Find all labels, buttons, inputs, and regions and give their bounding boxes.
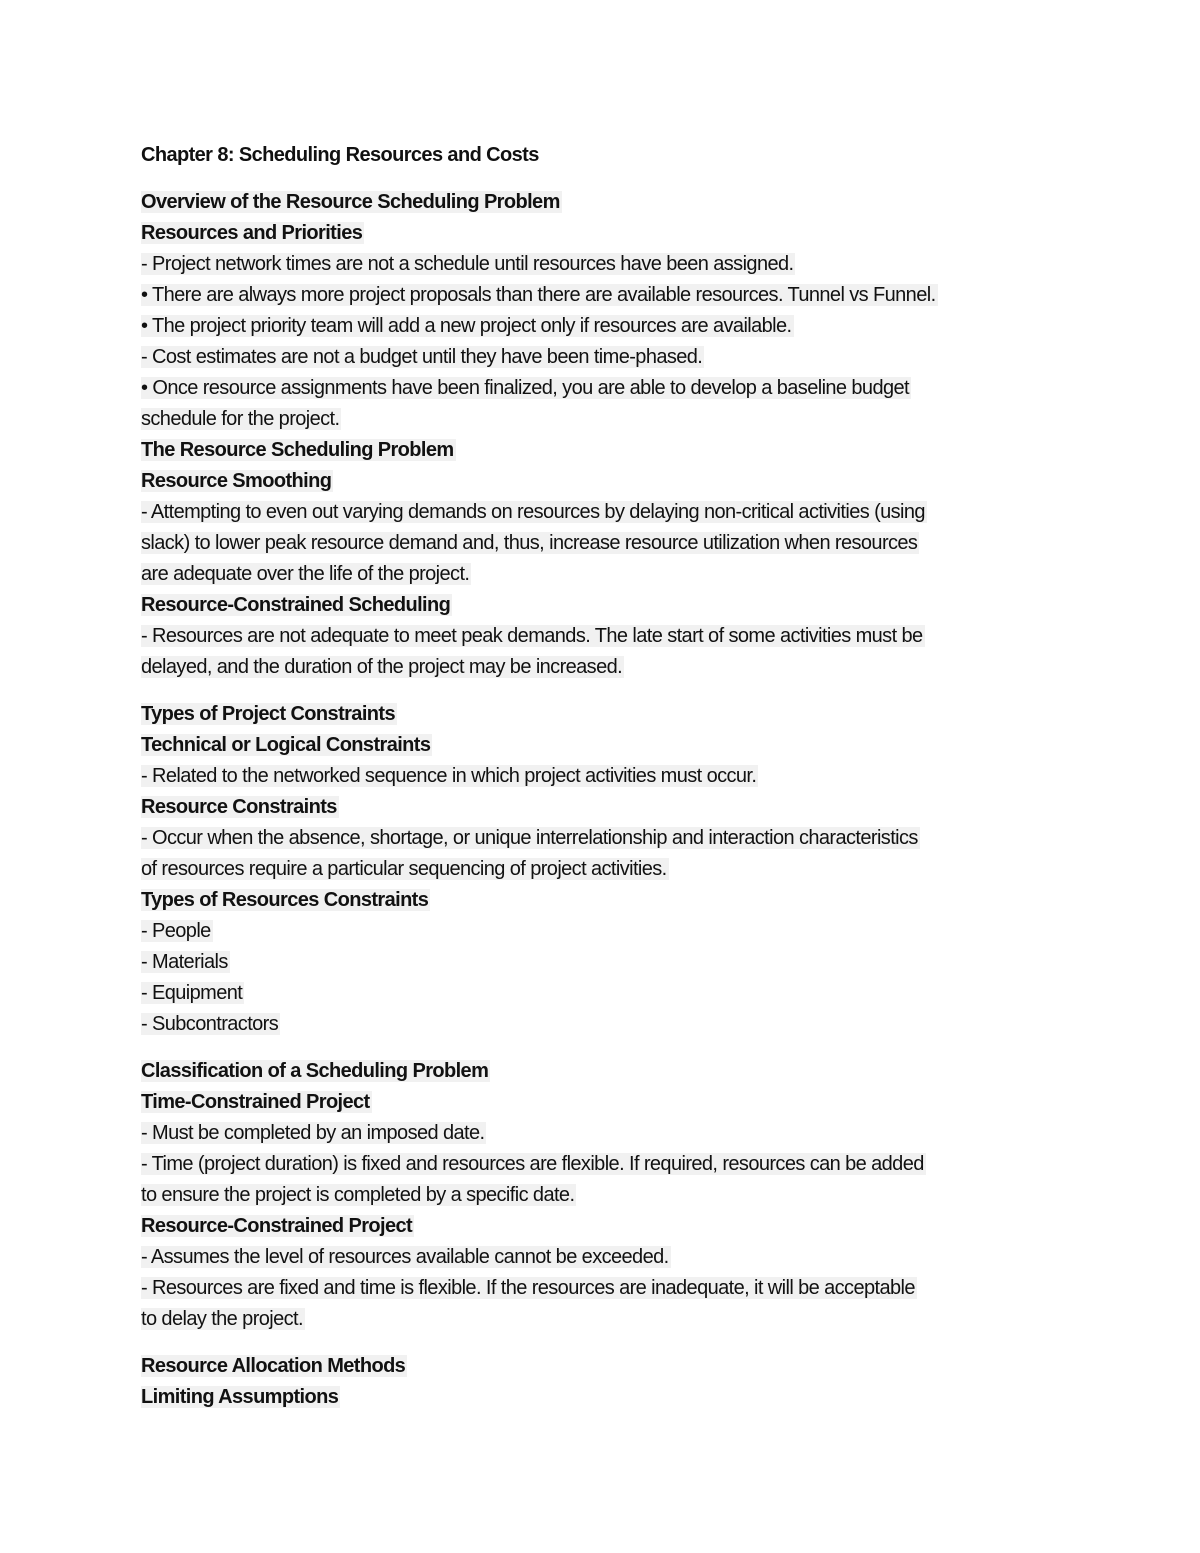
section-heading: [141, 218, 1101, 249]
line-text: • The project priority team will add a new project only if resources are available.: [141, 315, 792, 337]
body-text-line: [141, 1242, 1101, 1273]
body-text-line: [141, 1180, 1101, 1211]
body-text-line: [141, 249, 1101, 280]
section-heading: [141, 187, 1101, 218]
line-text: - Materials: [141, 951, 228, 973]
line-text: are adequate over the life of the project.: [141, 563, 470, 585]
line-text: Resource Constraints: [141, 796, 337, 818]
line-text: - Project network times are not a schedule until resources have been assigned.: [141, 253, 794, 275]
section-heading: [141, 1056, 1101, 1087]
body-text-line: [141, 404, 1101, 435]
body-text-line: [141, 947, 1101, 978]
line-text: The Resource Scheduling Problem: [141, 439, 454, 461]
line-text: Resource-Constrained Project: [141, 1215, 413, 1237]
line-text: Time-Constrained Project: [141, 1091, 370, 1113]
section-heading: [141, 590, 1101, 621]
body-text-line: [141, 761, 1101, 792]
paragraph-gap: [141, 1335, 1101, 1351]
body-text-line: [141, 621, 1101, 652]
section-heading: [141, 792, 1101, 823]
section-heading: [141, 466, 1101, 497]
line-text: slack) to lower peak resource demand and, thus, increase resource utilization when resources: [141, 532, 918, 554]
document-body: [141, 187, 1101, 1413]
section-heading: [141, 1087, 1101, 1118]
line-text: - Occur when the absence, shortage, or unique interrelationship and interaction characteristics: [141, 827, 918, 849]
line-text: of resources require a particular sequencing of project activities.: [141, 858, 667, 880]
body-text-line: [141, 652, 1101, 683]
document-title: Chapter 8: Scheduling Resources and Costs: [141, 144, 539, 166]
line-text: Overview of the Resource Scheduling Problem: [141, 191, 560, 213]
section-heading: [141, 1211, 1101, 1242]
body-text-line: [141, 916, 1101, 947]
line-text: Resource Smoothing: [141, 470, 332, 492]
body-text-line: [141, 373, 1101, 404]
line-text: - Equipment: [141, 982, 243, 1004]
line-text: • There are always more project proposals than there are available resources. Tunnel vs Funnel.: [141, 284, 936, 306]
line-text: - Assumes the level of resources available cannot be exceeded.: [141, 1246, 669, 1268]
section-heading: [141, 699, 1101, 730]
line-text: to delay the project.: [141, 1308, 303, 1330]
body-text-line: [141, 311, 1101, 342]
section-heading: [141, 885, 1101, 916]
body-text-line: [141, 978, 1101, 1009]
line-text: to ensure the project is completed by a specific date.: [141, 1184, 575, 1206]
line-text: - People: [141, 920, 211, 942]
body-text-line: [141, 1118, 1101, 1149]
line-text: delayed, and the duration of the project may be increased.: [141, 656, 623, 678]
line-text: - Attempting to even out varying demands on resources by delaying non-critical activities (using: [141, 501, 925, 523]
body-text-line: [141, 1149, 1101, 1180]
body-text-line: [141, 823, 1101, 854]
body-text-line: [141, 559, 1101, 590]
document-page: [141, 140, 1101, 1413]
line-text: - Must be completed by an imposed date.: [141, 1122, 485, 1144]
body-text-line: [141, 1273, 1101, 1304]
line-text: Types of Resources Constraints: [141, 889, 429, 911]
paragraph-gap: [141, 1040, 1101, 1056]
line-text: - Resources are fixed and time is flexible. If the resources are inadequate, it will be acceptable: [141, 1277, 915, 1299]
section-heading: [141, 1382, 1101, 1413]
line-text: Technical or Logical Constraints: [141, 734, 431, 756]
line-text: Types of Project Constraints: [141, 703, 395, 725]
line-text: • Once resource assignments have been finalized, you are able to develop a baseline budget: [141, 377, 909, 399]
line-text: - Subcontractors: [141, 1013, 279, 1035]
body-text-line: [141, 854, 1101, 885]
body-text-line: [141, 497, 1101, 528]
body-text-line: [141, 280, 1101, 311]
line-text: - Resources are not adequate to meet peak demands. The late start of some activities must be: [141, 625, 923, 647]
body-text-line: [141, 1009, 1101, 1040]
line-text: schedule for the project.: [141, 408, 340, 430]
line-text: Resource-Constrained Scheduling: [141, 594, 451, 616]
line-text: Resource Allocation Methods: [141, 1355, 406, 1377]
line-text: - Related to the networked sequence in which project activities must occur.: [141, 765, 757, 787]
line-text: Resources and Priorities: [141, 222, 363, 244]
section-heading: [141, 1351, 1101, 1382]
paragraph-gap: [141, 683, 1101, 699]
section-heading: [141, 435, 1101, 466]
body-text-line: [141, 528, 1101, 559]
line-text: - Cost estimates are not a budget until they have been time-phased.: [141, 346, 703, 368]
body-text-line: [141, 1304, 1101, 1335]
body-text-line: [141, 342, 1101, 373]
section-heading: [141, 730, 1101, 761]
line-text: Limiting Assumptions: [141, 1386, 339, 1408]
line-text: Classification of a Scheduling Problem: [141, 1060, 489, 1082]
line-text: - Time (project duration) is fixed and resources are flexible. If required, resources can be added: [141, 1153, 924, 1175]
